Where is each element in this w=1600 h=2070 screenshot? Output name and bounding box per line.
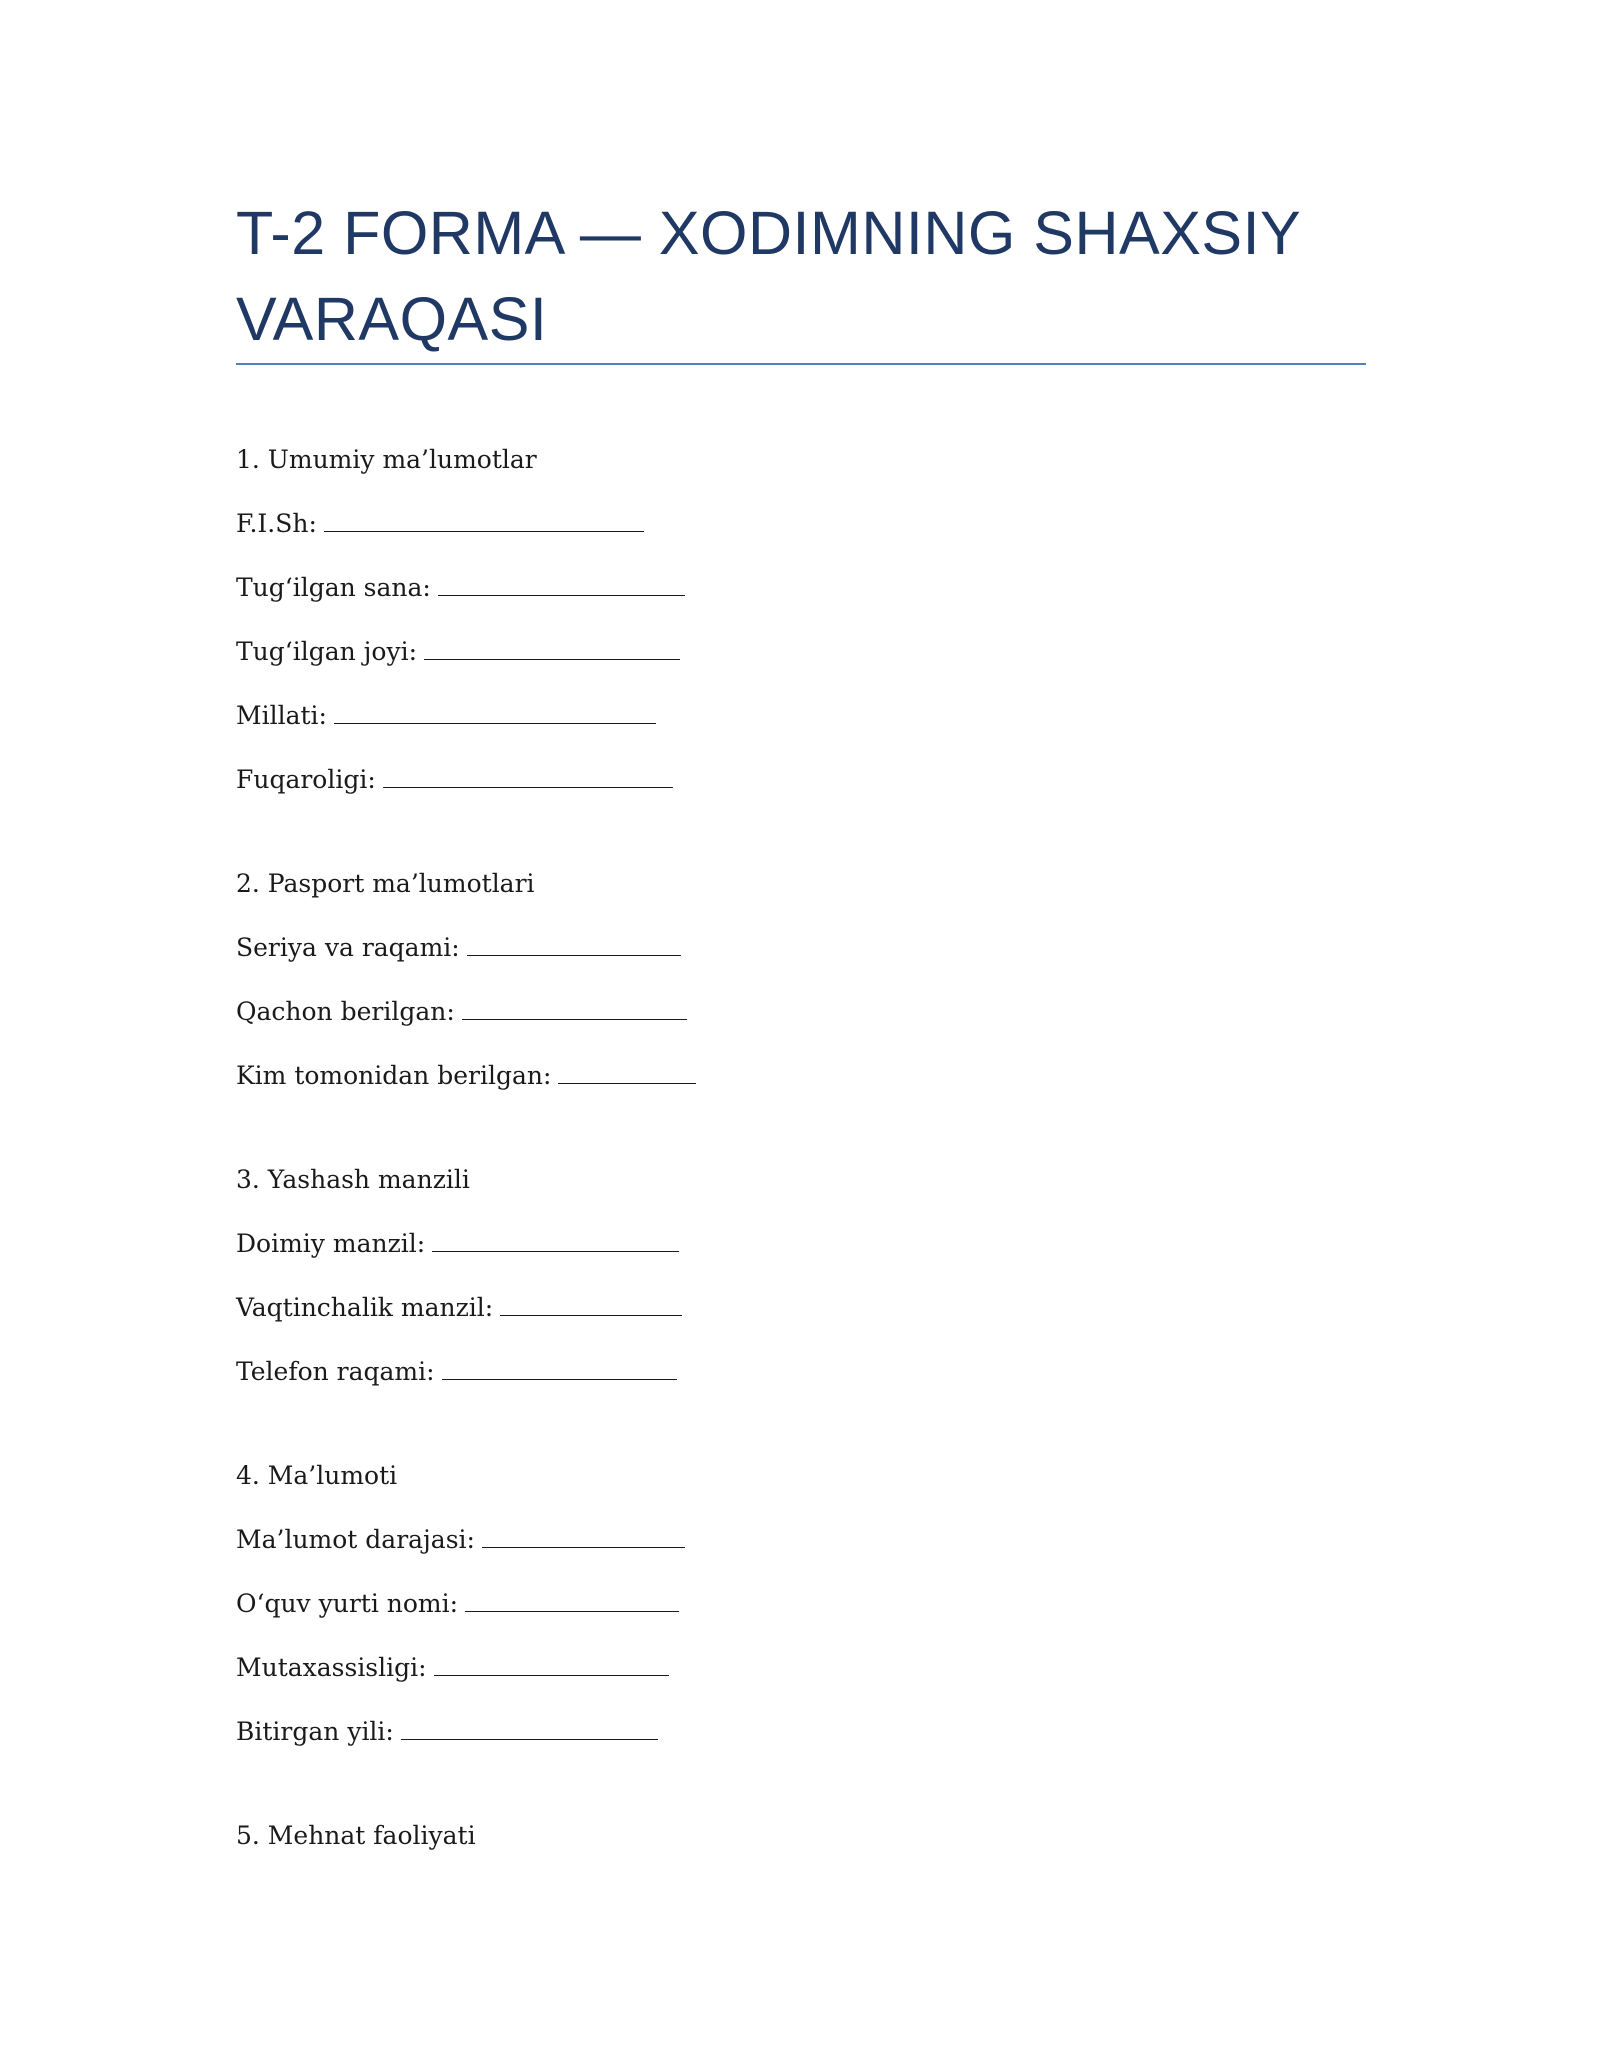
section-passport-info [236,852,1366,1108]
blank-line[interactable] [442,1357,677,1380]
form-field [236,1044,1366,1108]
blank-line[interactable] [334,701,656,724]
blank-line[interactable] [432,1229,679,1252]
field-label: Vaqtinchalik manzil: [236,1293,494,1322]
form-field [236,1572,1366,1636]
form-field [236,556,1366,620]
form-field [236,916,1366,980]
section-heading: 1. Umumiy ma’lumotlar [236,445,537,474]
blank-line[interactable] [434,1653,669,1676]
field-label: Qachon berilgan: [236,997,455,1026]
field-label: Mutaxassisligi: [236,1653,427,1682]
blank-line[interactable] [465,1589,679,1612]
section-heading: 3. Yashash manzili [236,1165,470,1194]
field-label: Bitirgan yili: [236,1717,394,1746]
page-title: T-2 FORMA — XODIMNING SHAXSIY VARAQASI [236,199,1301,353]
form-field [236,684,1366,748]
field-label: Millati: [236,701,327,730]
blank-line[interactable] [462,997,687,1020]
form-field [236,1636,1366,1700]
form-field [236,620,1366,684]
form-field [236,1700,1366,1764]
blank-line[interactable] [401,1717,658,1740]
blank-line[interactable] [424,637,680,660]
field-label: Ma’lumot darajasi: [236,1525,475,1554]
blank-line[interactable] [558,1061,696,1084]
section-general-info [236,428,1366,812]
field-label: Tug‘ilgan sana: [236,573,431,602]
section-heading: 5. Mehnat faoliyati [236,1821,476,1850]
blank-line[interactable] [438,573,685,596]
section-heading: 4. Ma’lumoti [236,1461,398,1490]
section-heading: 2. Pasport ma’lumotlari [236,869,535,898]
form-field [236,1508,1366,1572]
section-residence-address [236,1148,1366,1404]
blank-line[interactable] [482,1525,685,1548]
blank-line[interactable] [383,765,673,788]
field-label: Telefon raqami: [236,1357,435,1386]
field-label: Seriya va raqami: [236,933,460,962]
section-education [236,1444,1366,1764]
form-field [236,1212,1366,1276]
form-field [236,1276,1366,1340]
section-work-experience [236,1804,1366,1868]
blank-line[interactable] [324,509,644,532]
form-field [236,1340,1366,1404]
blank-line[interactable] [467,933,681,956]
form-field [236,748,1366,812]
form-field [236,492,1366,556]
field-label: Tug‘ilgan joyi: [236,637,418,666]
field-label: Kim tomonidan berilgan: [236,1061,552,1090]
blank-line[interactable] [500,1293,682,1316]
title-underline [236,363,1366,365]
field-label: Fuqaroligi: [236,765,376,794]
field-label: F.I.Sh: [236,509,317,538]
form-field [236,980,1366,1044]
field-label: Doimiy manzil: [236,1229,426,1258]
field-label: O‘quv yurti nomi: [236,1589,459,1618]
